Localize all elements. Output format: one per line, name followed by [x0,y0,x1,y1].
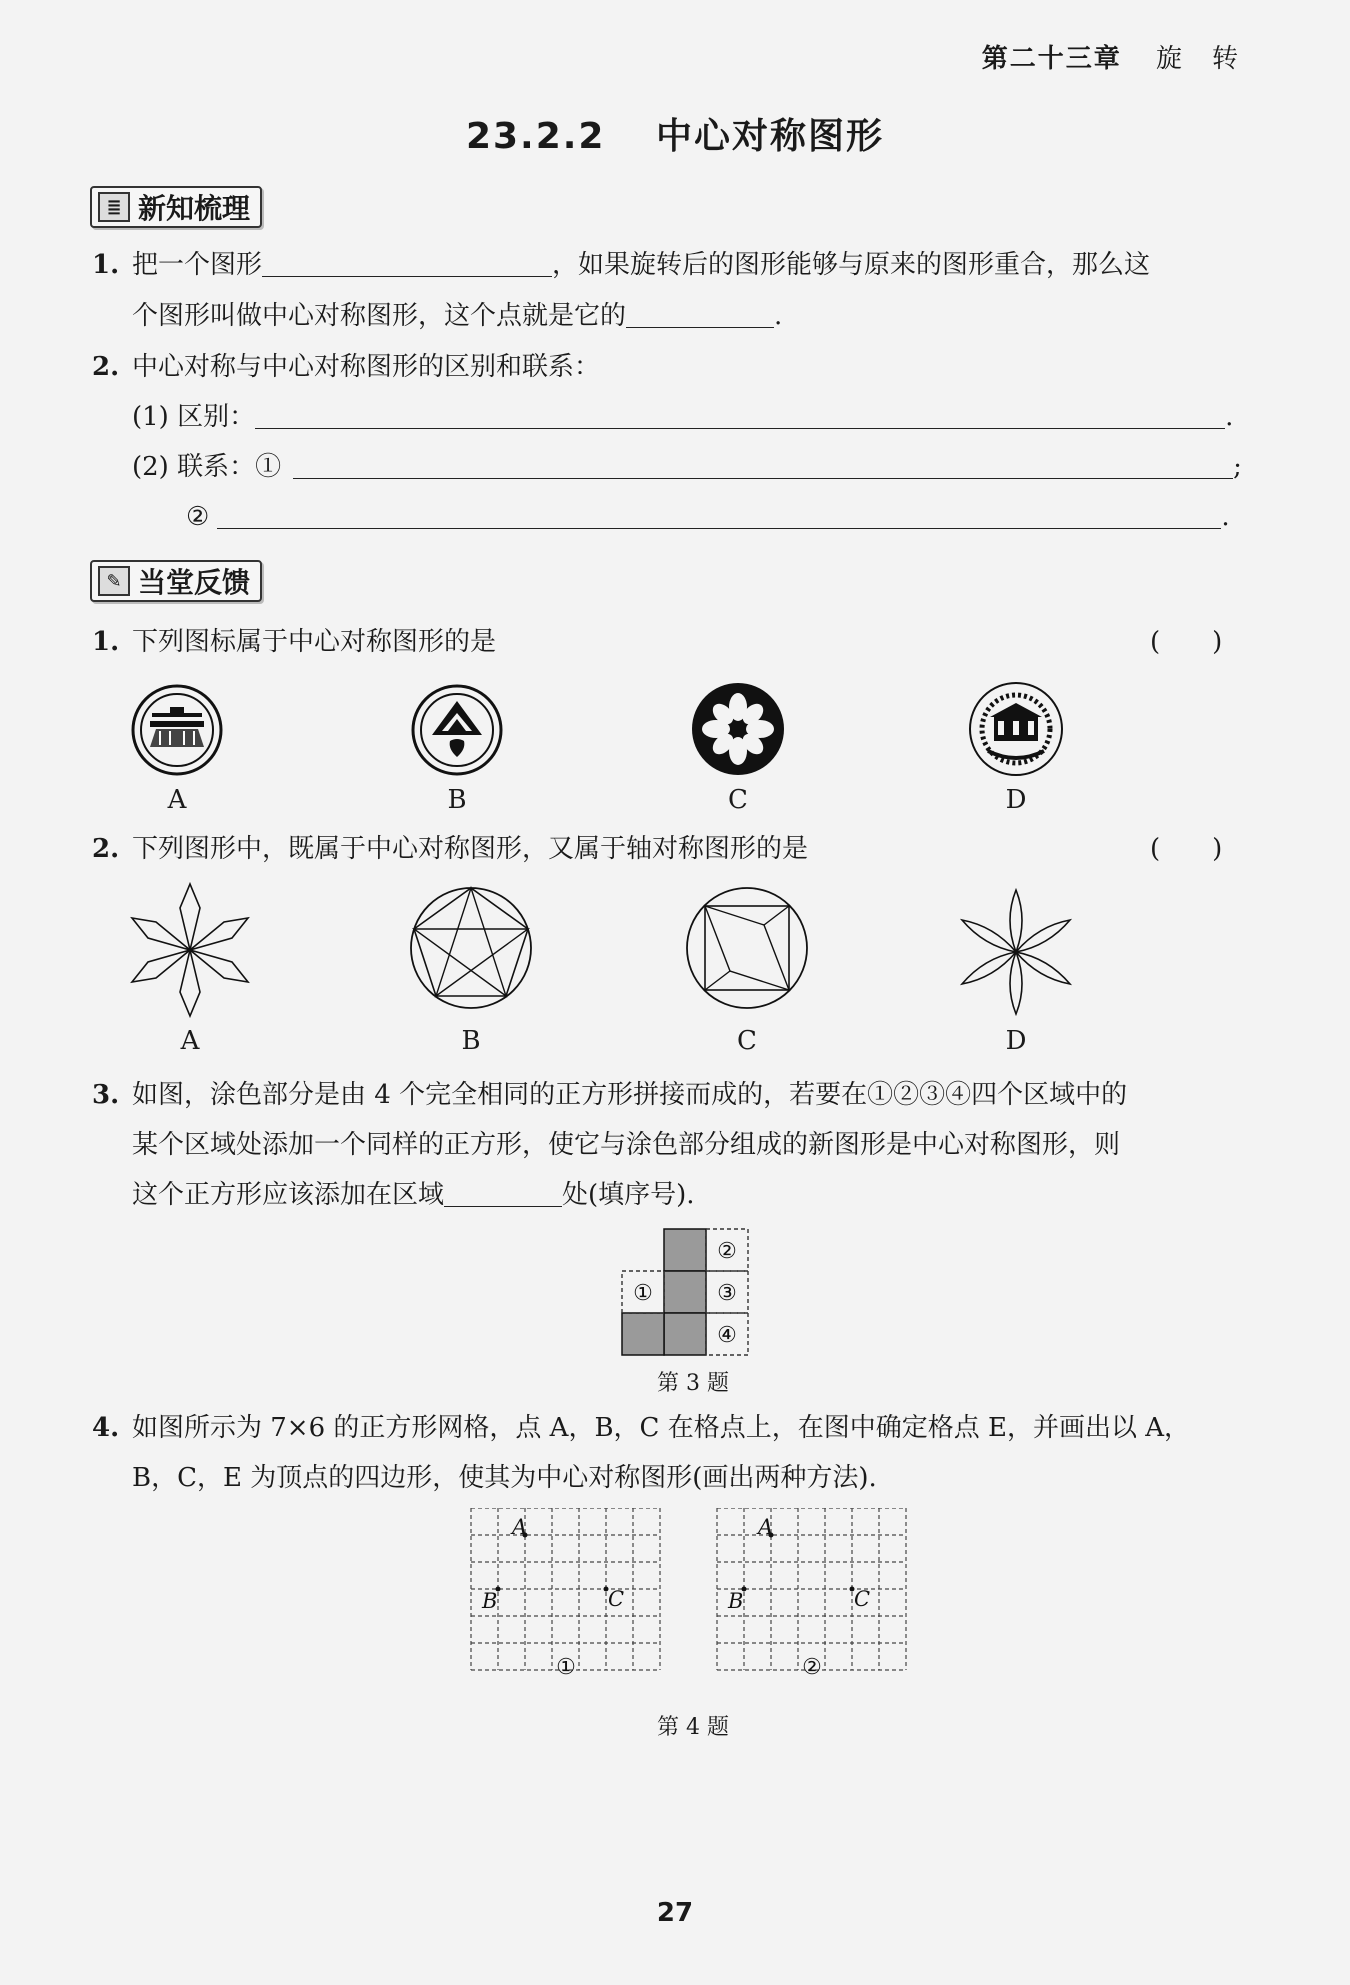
s1-q2-sub1 [132,397,1233,437]
s2-q3-line3 [132,1175,695,1215]
question-number: 1. [92,250,120,280]
question-number: 3. [92,1080,120,1110]
petal-flower-figure [956,884,1076,1020]
figure-caption: 第 3 题 [657,1371,729,1396]
chapter-topic: 旋 转 [1155,44,1240,74]
answer-paren[interactable]: ( ) [1150,627,1223,657]
question-number: 4. [92,1413,120,1443]
sub-label: (2) 联系：① [132,452,282,482]
option-d[interactable]: D [1005,785,1027,815]
emblem-c-icon [690,681,786,777]
answer-blank[interactable] [626,301,774,328]
square-in-circle-figure [684,885,810,1011]
section-heading-feedback [90,560,262,602]
s2-q3-line1 [92,1075,1127,1115]
s1-q2-sub2 [132,447,1242,487]
point-c-label: C [608,1587,625,1611]
s2-q3-line2 [132,1125,1120,1165]
region-2-label: ② [717,1239,737,1264]
question-number: 2. [92,352,120,382]
pencil-icon: ✎ [98,566,130,596]
question-text: 这个正方形应该添加在区域 [132,1180,445,1210]
figure-caption: 第 4 题 [657,1715,729,1740]
option-d[interactable]: D [1005,1026,1027,1056]
question-text: 下列图标属于中心对称图形的是 [132,627,497,657]
answer-paren[interactable]: ( ) [1150,834,1223,864]
q3-figure [618,1226,754,1360]
punct: . [1225,402,1234,432]
option-a[interactable]: A [180,1026,200,1056]
option-c[interactable]: C [737,1026,757,1056]
question-text: ，如果旋转后的图形能够与原来的图形重合，那么这 [552,250,1151,280]
question-text: B，C，E 为顶点的四边形，使其为中心对称图形(画出两种方法). [132,1463,877,1493]
option-c[interactable]: C [728,785,748,815]
point-b-label: B [728,1589,744,1613]
sub-label: ② [186,502,210,532]
punct: . [774,301,783,331]
punct: . [1221,502,1230,532]
question-number: 1. [92,627,120,657]
emblem-a-icon [130,683,224,777]
point-c-label: C [854,1587,871,1611]
section-title: 中心对称图形 [656,116,885,157]
page-title [0,108,1350,159]
answer-blank[interactable] [255,402,1225,429]
question-text: 如图所示为 7×6 的正方形网格，点 A，B，C 在格点上，在图中确定格点 E，并画出以 A， [132,1413,1190,1443]
question-text: 个图形叫做中心对称图形，这个点就是它的 [132,301,627,331]
answer-blank[interactable] [444,1180,562,1207]
chapter-header [982,38,1240,75]
grid-figure-2 [716,1508,908,1680]
s1-q1-line2 [132,296,782,336]
book-icon: ≣ [98,192,130,222]
option-a[interactable]: A [167,785,187,815]
pentagon-in-circle-figure [408,885,534,1011]
question-text: 中心对称与中心对称图形的区别和联系： [132,352,601,382]
answer-blank[interactable] [217,502,1221,529]
s2-q2-line [92,829,808,869]
six-point-star-figure [128,880,252,1020]
grid-figure-1 [470,1508,662,1680]
answer-blank[interactable] [262,250,552,277]
point-a-label: A [512,1515,528,1539]
section-label: 新知梳理 [138,192,251,225]
s1-q2-line [92,347,600,387]
punct: ; [1233,452,1242,482]
question-text: 处(填序号). [562,1180,695,1210]
chapter-label: 第二十三章 [981,44,1122,74]
option-b[interactable]: B [447,785,467,815]
point-a-label: A [758,1515,774,1539]
s2-q4-line1 [92,1408,1190,1448]
grid-2-label: ② [802,1655,822,1680]
question-text: 如图，涂色部分是由 4 个完全相同的正方形拼接而成的，若要在①②③④四个区域中的 [132,1080,1128,1110]
question-number: 2. [92,834,120,864]
s1-q2-sub3 [186,497,1230,537]
section-label: 当堂反馈 [138,566,251,599]
region-4-label: ④ [717,1323,737,1348]
grid-1-label: ① [556,1655,576,1680]
question-text: 某个区域处添加一个同样的正方形，使它与涂色部分组成的新图形是中心对称图形，则 [132,1130,1121,1160]
question-text: 把一个图形 [132,250,263,280]
point-b-label: B [482,1589,498,1613]
emblem-d-icon [968,681,1064,777]
region-3-label: ③ [717,1281,737,1306]
question-text: 下列图形中，既属于中心对称图形，又属于轴对称图形的是 [132,834,809,864]
sub-label: (1) 区别： [132,402,256,432]
section-heading-new-knowledge [90,186,262,228]
s1-q1-line1 [92,245,1150,285]
emblem-b-icon [410,683,504,777]
option-b[interactable]: B [461,1026,481,1056]
section-number: 23.2.2 [465,116,606,157]
answer-blank[interactable] [293,452,1233,479]
page-number: 27 [656,1898,694,1928]
s2-q1-line [92,622,496,662]
region-1-label: ① [633,1281,653,1306]
s2-q4-line2 [132,1458,877,1498]
